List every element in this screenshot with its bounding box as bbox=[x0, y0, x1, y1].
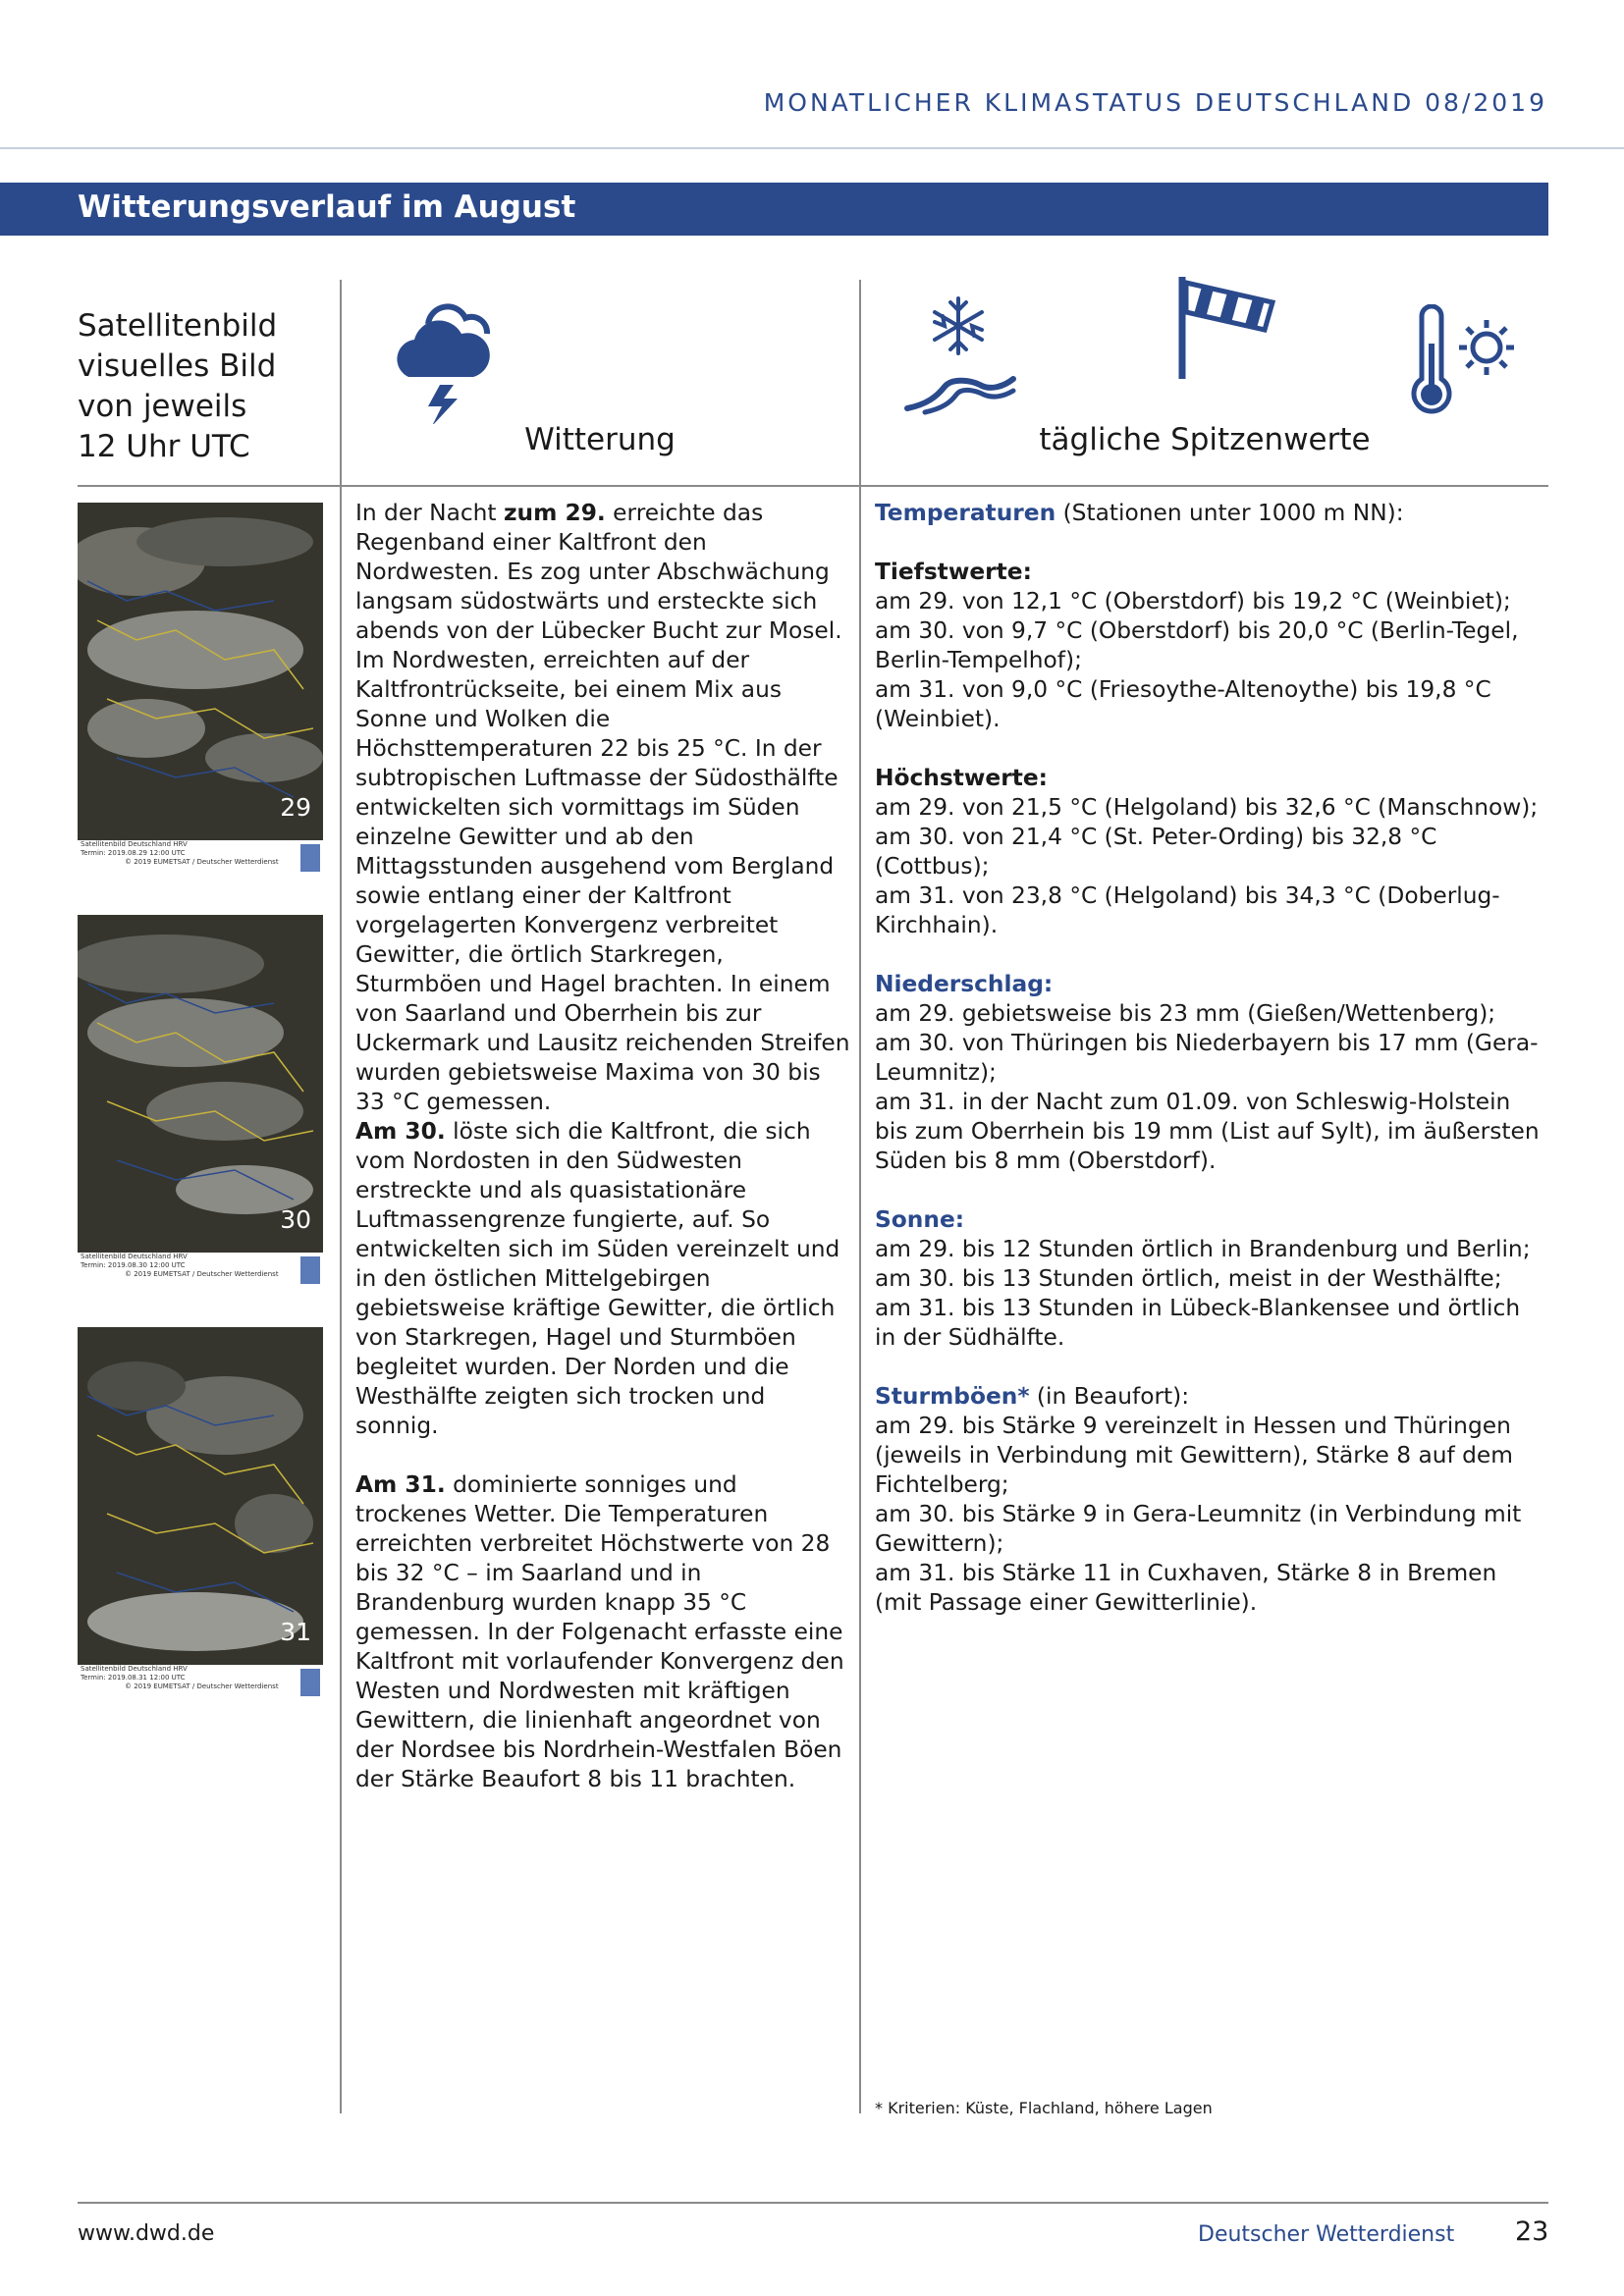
dwd-logo-icon bbox=[300, 1256, 320, 1284]
satellite-footer bbox=[78, 840, 323, 876]
satellite-map bbox=[78, 1327, 323, 1665]
satellite-day-label: 31 bbox=[280, 1618, 311, 1646]
column-divider-2 bbox=[859, 280, 861, 2113]
satellite-footer bbox=[78, 1253, 323, 1288]
satellite-image-29 bbox=[78, 503, 323, 876]
gust-heading bbox=[875, 1382, 1543, 1412]
satellite-caption-line: visuelles Bild bbox=[78, 348, 277, 384]
max-heading: Höchstwerte: bbox=[875, 765, 1048, 791]
satellite-day-label: 30 bbox=[280, 1205, 311, 1234]
satellite-footer-line: © 2019 EUMETSAT / Deutscher Wetterdienst bbox=[125, 1270, 279, 1278]
precipitation-heading: Niederschlag: bbox=[875, 971, 1054, 997]
value-line: am 30. bis Stärke 9 in Gera-Leumnitz (in Verbindung mit Gewittern); bbox=[875, 1501, 1522, 1557]
satellite-image-30 bbox=[78, 915, 323, 1288]
satellite-footer-line: © 2019 EUMETSAT / Deutscher Wetterdienst bbox=[125, 1682, 279, 1690]
category-note: (Stationen unter 1000 m NN): bbox=[1056, 500, 1404, 526]
snowflake-road-icon bbox=[899, 293, 1019, 416]
windsock-icon bbox=[1174, 273, 1284, 383]
satellite-caption bbox=[78, 306, 277, 467]
satellite-footer-line: Satellitenbild Deutschland HRV bbox=[81, 840, 188, 848]
satellite-image-31 bbox=[78, 1327, 323, 1700]
date-emphasis: Am 31. bbox=[355, 1471, 446, 1498]
text-run: erreichte das Regenband einer Kaltfront den Nordwesten. Es zog unter Abschwächung langsam südostwärts und ersteckte sich abends von der Lübecker Bucht zur Mosel. Im Nordwesten, erreichten auf der Kaltfrontrückseite, bei einem Mix aus Sonne und Wolken die Höchsttemperaturen 22 bis 25 °C. In der subtropischen Luftmasse der Südosthälfte entwickelten sich vormittags im Süden einzelne Gewitter und ab den Mittagsstunden ausgehend vom Bergland sowie entlang einer der Kaltfront vorgelagerten Konvergenz verbreitet Gewitter, die örtlich Starkregen, Sturmböen und Hagel brachten. In einem von Saarland und Oberrhein bis zur Uckermark und Lausitz reichenden Streifen wurden gebietsweise Maxima von 30 bis 33 °C gemessen. bbox=[355, 500, 850, 1115]
footnote: * Kriterien: Küste, Flachland, höhere Lagen bbox=[875, 2099, 1213, 2117]
weather-description bbox=[355, 499, 851, 1794]
thunderstorm-cloud-icon bbox=[391, 291, 493, 424]
footer-organization: Deutscher Wetterdienst bbox=[1198, 2222, 1455, 2247]
text-run: dominierte sonniges und trockenes Wetter. Die Temperaturen erreichten verbreitet Höchstwerte von 28 bis 32 °C – im Saarland und in Brandenburg wurden knapp 35 °C gemessen. In der Folgenacht erfasste eine Kaltfront mit vorlaufender Konvergenz den Westen und Nordwesten mit kräftigen Gewittern, die linienhaft angeordnet von der Nordsee bis Nordrhein-Westfalen Böen der Stärke Beaufort 8 bis 11 brachten. bbox=[355, 1471, 844, 1792]
text-run: löste sich die Kaltfront, die sich vom Nordosten in den Südwesten erstreckte und als quasistationäre Luftmassengrenze fungierte, auf. So entwickelten sich im Süden vereinzelt und in den östlichen Mittelgebirgen gebietsweise kräftige Gewitter, die örtlich von Starkregen, Hagel und Sturmböen begleitet wurden. Der Norden und die Westhälfte zeigten sich trocken und sonnig. bbox=[355, 1118, 840, 1439]
satellite-footer-line: Termin: 2019.08.31 12:00 UTC bbox=[81, 1674, 186, 1682]
date-emphasis: Am 30. bbox=[355, 1118, 446, 1145]
satellite-footer-line: Termin: 2019.08.30 12:00 UTC bbox=[81, 1261, 186, 1269]
thermometer-sun-icon bbox=[1402, 304, 1522, 418]
sunshine-heading: Sonne: bbox=[875, 1206, 965, 1233]
temperature-heading bbox=[875, 499, 1543, 528]
peak-values bbox=[875, 499, 1543, 1618]
value-line: am 31. bis 13 Stunden in Lübeck-Blankensee und örtlich in der Südhälfte. bbox=[875, 1295, 1521, 1351]
category-note: (in Beaufort): bbox=[1029, 1383, 1190, 1410]
weather-paragraph-31 bbox=[355, 1470, 851, 1794]
header-title: MONATLICHER KLIMASTATUS DEUTSCHLAND 08/2019 bbox=[763, 88, 1547, 117]
satellite-footer bbox=[78, 1665, 323, 1700]
value-line: am 30. bis 13 Stunden örtlich, meist in der Westhälfte; bbox=[875, 1265, 1502, 1292]
value-line: am 31. von 9,0 °C (Friesoythe-Altenoythe) bis 19,8 °C (Weinbiet). bbox=[875, 676, 1491, 732]
header-divider bbox=[0, 147, 1624, 149]
text-run: In der Nacht bbox=[355, 500, 504, 526]
satellite-footer-line: © 2019 EUMETSAT / Deutscher Wetterdienst bbox=[125, 858, 279, 866]
date-emphasis: zum 29. bbox=[503, 500, 606, 526]
satellite-day-label: 29 bbox=[280, 793, 311, 822]
dwd-logo-icon bbox=[300, 844, 320, 872]
value-line: am 29. gebietsweise bis 23 mm (Gießen/Wettenberg); bbox=[875, 1000, 1496, 1027]
footer-url[interactable]: www.dwd.de bbox=[78, 2221, 215, 2246]
header-row-divider bbox=[78, 485, 1548, 487]
weather-heading: Witterung bbox=[524, 422, 676, 457]
value-line: am 30. von Thüringen bis Niederbayern bis 17 mm (Gera-Leumnitz); bbox=[875, 1030, 1539, 1086]
satellite-footer-line: Satellitenbild Deutschland HRV bbox=[81, 1665, 188, 1673]
satellite-footer-line: Termin: 2019.08.29 12:00 UTC bbox=[81, 849, 186, 857]
page-number: 23 bbox=[1515, 2216, 1549, 2247]
satellite-map bbox=[78, 503, 323, 840]
value-line: am 30. von 9,7 °C (Oberstdorf) bis 20,0 °C (Berlin-Tegel, Berlin-Tempelhof); bbox=[875, 617, 1519, 673]
satellite-caption-line: Satellitenbild bbox=[78, 308, 278, 344]
dwd-logo-icon bbox=[300, 1669, 320, 1696]
category-label: Temperaturen bbox=[875, 500, 1056, 526]
section-title: Witterungsverlauf im August bbox=[78, 189, 576, 225]
min-heading: Tiefstwerte: bbox=[875, 559, 1032, 585]
value-line: am 31. bis Stärke 11 in Cuxhaven, Stärke 8 in Bremen (mit Passage einer Gewitterlinie). bbox=[875, 1560, 1497, 1616]
column-divider-1 bbox=[340, 280, 342, 2113]
satellite-footer-line: Satellitenbild Deutschland HRV bbox=[81, 1253, 188, 1260]
weather-paragraph-30 bbox=[355, 1117, 851, 1441]
value-line: am 29. bis Stärke 9 vereinzelt in Hessen und Thüringen (jeweils in Verbindung mit Gewittern), Stärke 8 auf dem Fichtelberg; bbox=[875, 1413, 1513, 1498]
value-line: am 29. von 12,1 °C (Oberstdorf) bis 19,2 °C (Weinbiet); bbox=[875, 588, 1511, 614]
value-line: am 29. von 21,5 °C (Helgoland) bis 32,6 °C (Manschnow); bbox=[875, 794, 1539, 821]
satellite-caption-line: 12 Uhr UTC bbox=[78, 429, 250, 464]
category-label: Sturmböen* bbox=[875, 1383, 1030, 1410]
value-line: am 31. von 23,8 °C (Helgoland) bis 34,3 °C (Doberlug-Kirchhain). bbox=[875, 882, 1500, 938]
peaks-heading: tägliche Spitzenwerte bbox=[1039, 422, 1371, 457]
value-line: am 29. bis 12 Stunden örtlich in Brandenburg und Berlin; bbox=[875, 1236, 1531, 1262]
satellite-map bbox=[78, 915, 323, 1253]
weather-paragraph-29 bbox=[355, 499, 851, 1117]
value-line: am 31. in der Nacht zum 01.09. von Schleswig-Holstein bis zum Oberrhein bis 19 mm (List auf Sylt), im äußersten Süden bis 8 mm (Oberstdorf). bbox=[875, 1089, 1540, 1174]
footer-divider bbox=[78, 2202, 1548, 2204]
value-line: am 30. von 21,4 °C (St. Peter-Ording) bis 32,8 °C (Cottbus); bbox=[875, 824, 1437, 880]
satellite-caption-line: von jeweils bbox=[78, 389, 247, 424]
